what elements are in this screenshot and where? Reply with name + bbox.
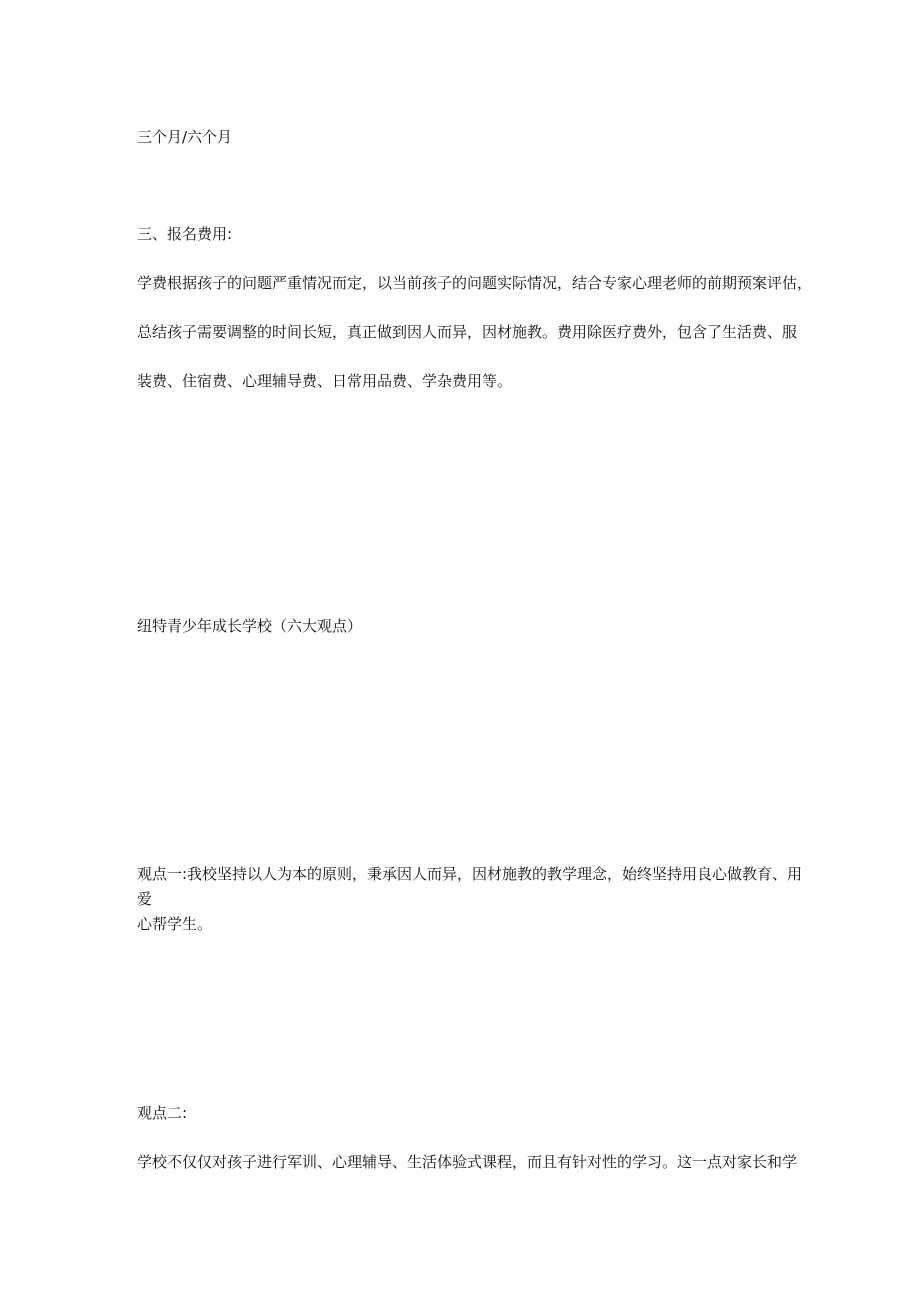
fees-paragraph-line-3: 装费、住宿费、心理辅导费、日常用品费、学杂费用等。 <box>137 372 513 390</box>
viewpoint-2-heading: 观点二: <box>137 1104 188 1122</box>
viewpoint-1-line-1: 观点一:我校坚持以人为本的原则，秉承因人而异，因材施教的教学理念，始终坚持用良心做教育、用 <box>137 865 803 883</box>
school-title: 纽特青少年成长学校（六大观点） <box>137 617 363 635</box>
fees-paragraph-line-2: 总结孩子需要调整的时间长短，真正做到因人而异，因材施教。费用除医疗费外，包含了生活费、服 <box>137 323 798 341</box>
viewpoint-2-line-1: 学校不仅仅对孩子进行军训、心理辅导、生活体验式课程，而且有针对性的学习。这一点对家长和学 <box>137 1153 798 1171</box>
viewpoint-1-line-2: 爱 <box>137 890 153 908</box>
fees-paragraph-line-1: 学费根据孩子的问题严重情况而定，以当前孩子的问题实际情况，结合专家心理老师的前期预案评估， <box>137 274 813 292</box>
fees-heading: 三、报名费用: <box>137 225 233 243</box>
viewpoint-1-line-3: 心帮学生。 <box>137 915 213 933</box>
duration-text: 三个月/六个月 <box>137 128 233 146</box>
